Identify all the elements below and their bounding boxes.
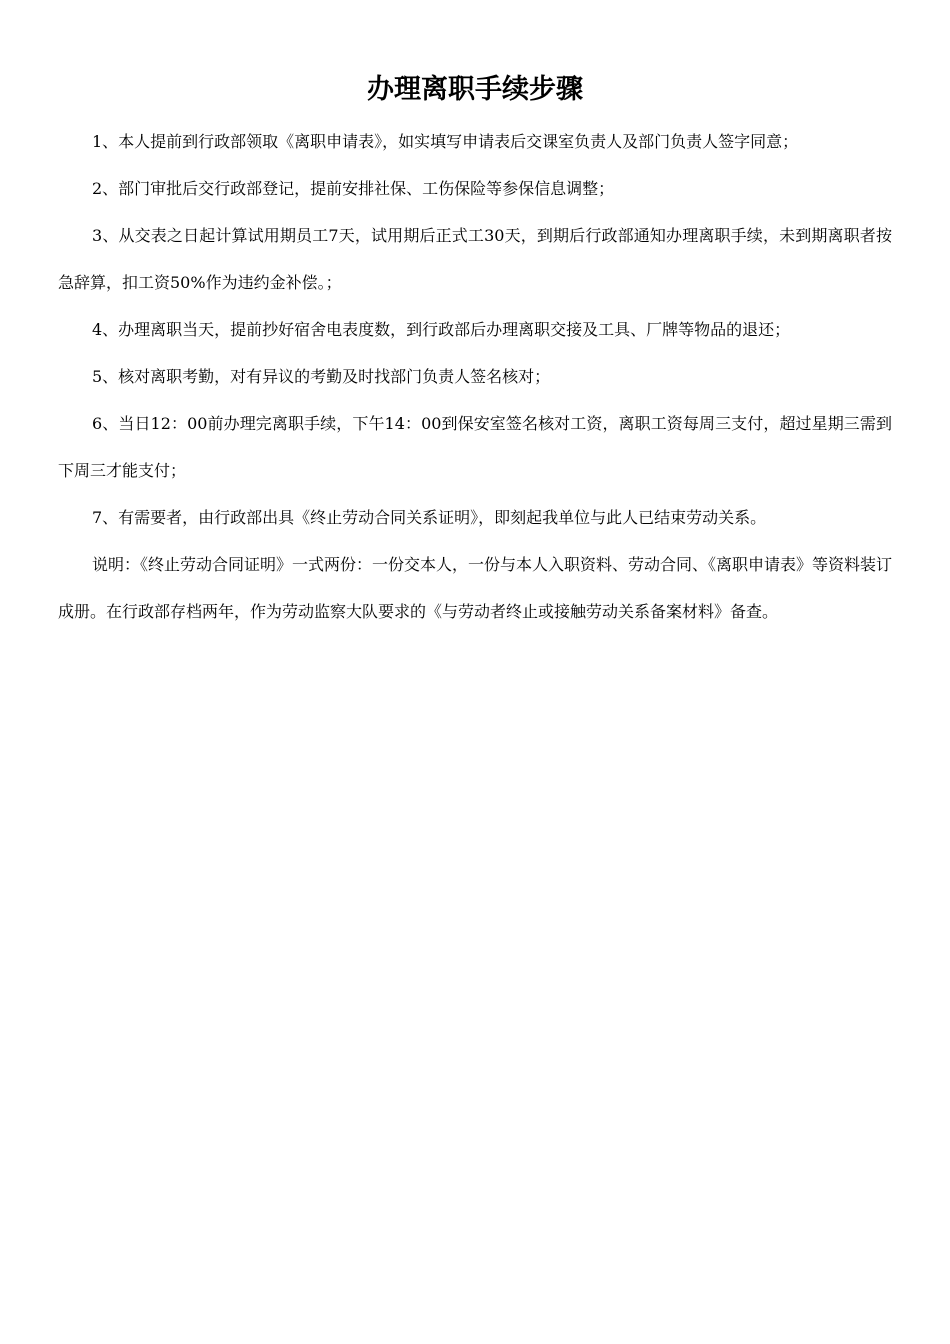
step-6-paragraph: 6、当日12：00前办理完离职手续，下午14：00到保安室签名核对工资，离职工资每周三支付，超过星期三需到下周三才能支付；: [58, 414, 892, 480]
step-3-paragraph: 3、从交表之日起计算试用期员工7天，试用期后正式工30天，到期后行政部通知办理离职手续，未到期离职者按急辞算，扣工资50%作为违约金补偿。；: [58, 226, 892, 292]
document-body: [58, 118, 892, 635]
step-7-paragraph: 7、有需要者，由行政部出具《终止劳动合同关系证明》，即刻起我单位与此人已结束劳动关系。: [92, 508, 767, 527]
step-1-paragraph: 1、本人提前到行政部领取《离职申请表》，如实填写申请表后交课室负责人及部门负责人签字同意；: [92, 132, 799, 151]
step-4-paragraph: 4、办理离职当天，提前抄好宿舍电表度数，到行政部后办理离职交接及工具、厂牌等物品的退还；: [92, 320, 791, 339]
step-5-paragraph: 5、核对离职考勤，对有异议的考勤及时找部门负责人签名核对；: [92, 367, 551, 386]
step-2-paragraph: 2、部门审批后交行政部登记，提前安排社保、工伤保险等参保信息调整；: [92, 179, 615, 198]
page-title: 办理离职手续步骤: [367, 74, 583, 105]
note-paragraph: 说明：《终止劳动合同证明》一式两份：一份交本人，一份与本人入职资料、劳动合同、《离职申请表》等资料装订成册。在行政部存档两年，作为劳动监察大队要求的《与劳动者终止或接触劳动关系备案材料》备查。: [58, 555, 893, 621]
